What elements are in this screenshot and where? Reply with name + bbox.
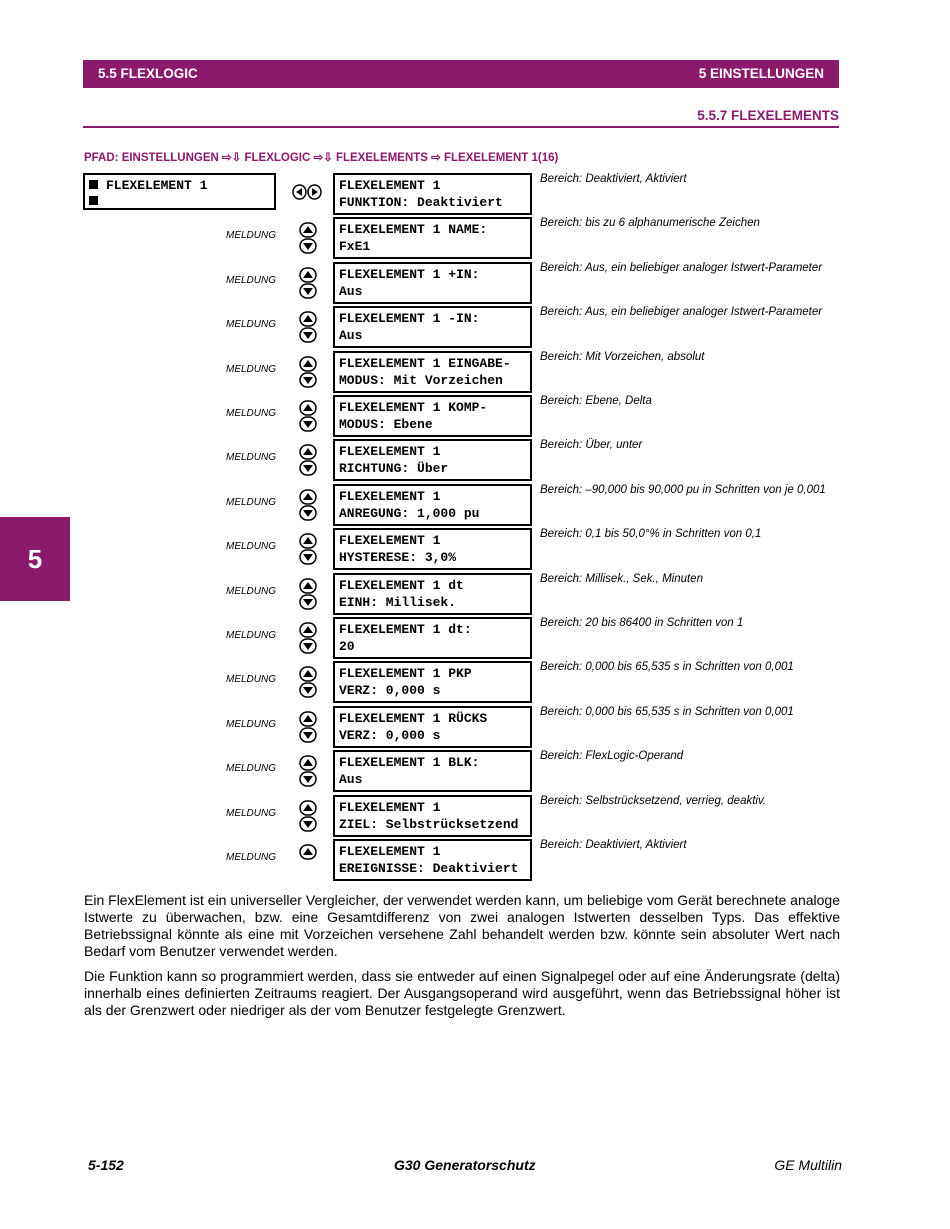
meldung-label: MELDUNG <box>226 630 277 641</box>
page-number: 5-152 <box>88 1157 124 1173</box>
setting-name: FLEXELEMENT 1 NAME: <box>339 222 488 238</box>
setting-value: 20 <box>339 639 355 654</box>
up-down-arrow-icon <box>299 711 317 743</box>
setting-name: FLEXELEMENT 1 <box>339 444 441 460</box>
setting-row <box>0 528 950 572</box>
setting-name: FLEXELEMENT 1 +IN: <box>339 266 480 282</box>
setting-row <box>0 750 950 794</box>
setting-display <box>333 262 532 304</box>
meldung-label: MELDUNG <box>226 852 277 863</box>
setting-value: Aus <box>339 772 363 788</box>
setting-display <box>333 173 532 215</box>
document-title: G30 Generatorschutz <box>394 1157 536 1173</box>
setting-display <box>333 439 532 481</box>
head-box-label: FLEXELEMENT 1 <box>106 178 208 193</box>
setting-range: Bereich: Deaktiviert, Aktiviert <box>540 173 687 185</box>
header-bar <box>83 60 839 88</box>
setting-row <box>0 262 950 306</box>
paragraph-2: Die Funktion kann so programmiert werden, dass sie entweder auf einen Signalpegel oder auf eine Änderungsrate (delta) innerhalb eines definierten Zeitraums reagiert. Der Ausgangsoperand wird ausgeführt, wenn das Betriebssignal höher ist als der Grenzwert oder niedriger als der vom Benutzer festgelegte Grenzwert. <box>84 968 840 1018</box>
up-down-arrow-icon <box>299 400 317 432</box>
setting-range: Bereich: 0,000 bis 65,535 s in Schritten von 0,001 <box>540 661 794 674</box>
setting-value: RICHTUNG: Über <box>339 461 449 477</box>
up-down-arrow-icon <box>299 800 317 832</box>
setting-row <box>0 573 950 617</box>
setting-display <box>333 306 532 348</box>
meldung-label: MELDUNG <box>226 541 277 553</box>
paragraph-1: Ein FlexElement ist ein universeller Vergleicher, der verwendet werden kann, um beliebige vom Gerät berechnete analoge Istwerte zu überwachen, bzw. eine Gesamtdifferenz von zwei analogen Istwerten desselben Typs. Das effektive Betriebssignal könnte als eine mit Vorzeichen versehene Zahl behandelt werden bzw. könnte sein absoluter Wert nach Bedarf vom Benutzer verwendet werden. <box>84 892 840 959</box>
setting-name: FLEXELEMENT 1 BLK: <box>339 755 480 771</box>
setting-row <box>0 217 950 261</box>
setting-range: Bereich: Aus, ein beliebiger analoger Istwert-Parameter <box>540 306 823 319</box>
setting-range: Bereich: Mit Vorzeichen, absolut <box>540 350 705 363</box>
up-down-arrow-icon <box>299 356 317 388</box>
setting-range: Bereich: 0,000 bis 65,535 s in Schritten von 0,001 <box>540 705 794 718</box>
section-title: 5.5 FLEXLOGIC <box>98 66 198 81</box>
setting-row <box>0 395 950 439</box>
setting-value: Aus <box>339 283 363 299</box>
setting-display <box>333 484 532 526</box>
up-down-arrow-icon <box>299 267 317 299</box>
setting-range: Bereich: 0,1 bis 50,0°% in Schritten von 0,1 <box>540 528 762 541</box>
setting-range: Bereich: Deaktiviert, Aktiviert <box>540 839 687 851</box>
setting-row <box>0 839 950 883</box>
subsection-rule <box>83 126 839 128</box>
setting-value: VERZ: 0,000 s <box>339 727 441 743</box>
setting-value: EREIGNISSE: Deaktiviert <box>339 861 519 876</box>
up-down-arrow-icon <box>299 311 317 343</box>
up-down-arrow-icon <box>299 489 317 521</box>
setting-name: FLEXELEMENT 1 EINGABE- <box>339 355 511 371</box>
setting-name: FLEXELEMENT 1 dt <box>339 577 464 593</box>
setting-value: Aus <box>339 328 363 344</box>
setting-row <box>0 306 950 350</box>
setting-range: Bereich: FlexLogic-Operand <box>540 750 684 763</box>
meldung-label: MELDUNG <box>226 319 277 331</box>
setting-row <box>0 484 950 528</box>
setting-range: Bereich: bis zu 6 alphanumerische Zeichen <box>540 217 760 230</box>
meldung-label: MELDUNG <box>226 230 277 242</box>
setting-range: Bereich: Ebene, Delta <box>540 395 652 407</box>
up-down-arrow-icon <box>299 222 317 254</box>
setting-name: FLEXELEMENT 1 PKP <box>339 666 472 682</box>
setting-range: Bereich: Aus, ein beliebiger analoger Istwert-Parameter <box>540 261 823 274</box>
setting-display <box>333 839 532 881</box>
chapter-tab: 5 <box>0 517 70 601</box>
setting-range: Bereich: –90,000 bis 90,000 pu in Schritten von je 0,001 <box>540 483 826 496</box>
up-arrow-icon <box>299 844 317 876</box>
setting-row <box>0 706 950 750</box>
setting-name: FLEXELEMENT 1 KOMP- <box>339 400 488 415</box>
setting-display <box>333 528 532 570</box>
meldung-label: MELDUNG <box>226 674 277 686</box>
meldung-label: MELDUNG <box>226 274 277 286</box>
setting-display <box>333 617 532 659</box>
setting-value: MODUS: Ebene <box>339 417 433 432</box>
setting-display <box>333 795 532 837</box>
meldung-label: MELDUNG <box>226 585 277 597</box>
setting-value: VERZ: 0,000 s <box>339 683 441 699</box>
setting-name: FLEXELEMENT 1 <box>339 488 441 504</box>
meldung-label: MELDUNG <box>226 363 277 375</box>
setting-range: Bereich: 20 bis 86400 in Schritten von 1 <box>540 617 744 629</box>
setting-display <box>333 661 532 703</box>
setting-name: FLEXELEMENT 1 -IN: <box>339 311 480 327</box>
setting-row <box>0 661 950 705</box>
setting-value: ZIEL: Selbstrücksetzend <box>339 816 519 832</box>
setting-value: ANREGUNG: 1,000 pu <box>339 505 480 521</box>
setting-display <box>333 351 532 393</box>
up-down-arrow-icon <box>299 666 317 698</box>
setting-name: FLEXELEMENT 1 <box>339 533 441 549</box>
setting-range: Bereich: Über, unter <box>540 439 643 452</box>
setting-value: FxE1 <box>339 239 371 255</box>
meldung-label: MELDUNG <box>226 496 277 508</box>
chapter-title: 5 EINSTELLUNGEN <box>698 66 824 81</box>
setting-display <box>333 395 532 437</box>
up-down-arrow-icon <box>299 578 317 610</box>
setting-name: FLEXELEMENT 1 dt: <box>339 622 472 637</box>
up-down-arrow-icon <box>299 444 317 476</box>
setting-row <box>0 173 950 217</box>
setting-row <box>0 617 950 661</box>
up-down-arrow-icon <box>299 533 317 565</box>
meldung-label: MELDUNG <box>226 763 277 775</box>
meldung-label: MELDUNG <box>226 718 277 730</box>
setting-name: FLEXELEMENT 1 RÜCKS <box>339 710 488 726</box>
setting-display <box>333 706 532 748</box>
setting-name: FLEXELEMENT 1 <box>339 799 441 815</box>
meldung-label: MELDUNG <box>226 408 277 419</box>
up-down-arrow-icon <box>299 755 317 787</box>
setting-name: FLEXELEMENT 1 <box>339 844 441 859</box>
setting-value: EINH: Millisek. <box>339 594 457 610</box>
setting-value: MODUS: Mit Vorzeichen <box>339 372 503 388</box>
meldung-label: MELDUNG <box>226 452 277 464</box>
setting-name: FLEXELEMENT 1 <box>339 178 441 193</box>
setting-row <box>0 439 950 483</box>
up-down-arrow-icon <box>299 622 317 654</box>
menu-path: PFAD: EINSTELLUNGEN ⇨⇩ FLEXLOGIC ⇨⇩ FLEXELEMENTS ⇨ FLEXELEMENT 1(16) <box>84 152 559 164</box>
subsection-title: 5.5.7 FLEXELEMENTS <box>697 108 839 123</box>
setting-value: FUNKTION: Deaktiviert <box>339 195 503 210</box>
company-name: GE Multilin <box>774 1157 842 1173</box>
setting-row <box>0 795 950 839</box>
setting-value: HYSTERESE: 3,0% <box>339 550 457 566</box>
setting-display <box>333 217 532 259</box>
setting-display <box>333 750 532 792</box>
meldung-label: MELDUNG <box>226 807 277 819</box>
setting-display <box>333 573 532 615</box>
setting-range: Bereich: Selbstrücksetzend, verrieg, deaktiv. <box>540 794 767 807</box>
setting-row <box>0 351 950 395</box>
setting-range: Bereich: Millisek., Sek., Minuten <box>540 572 703 585</box>
